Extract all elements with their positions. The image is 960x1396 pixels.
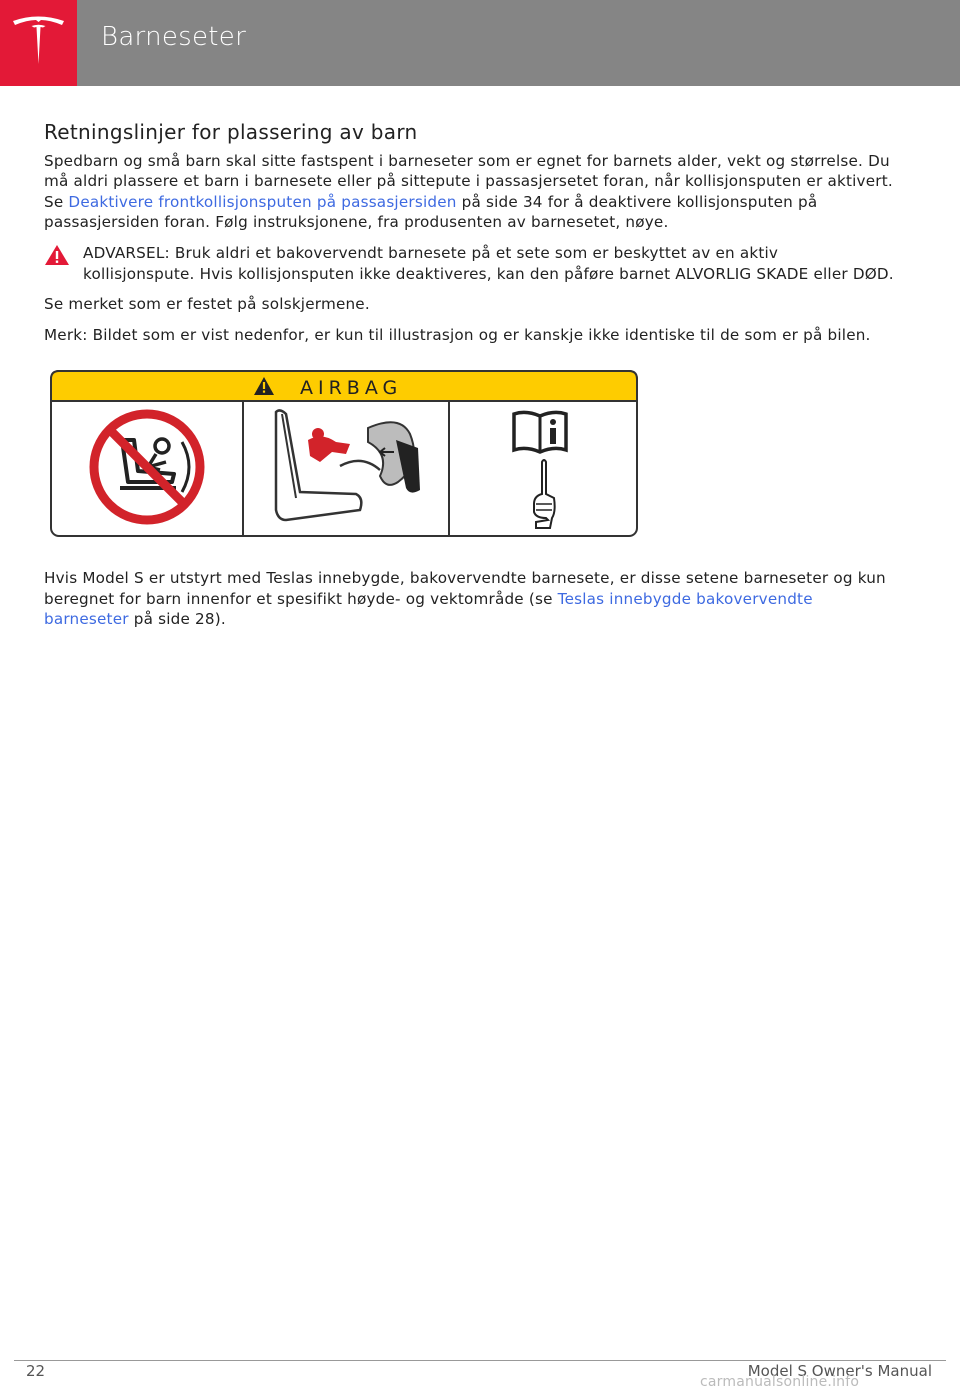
page-number: 22 (26, 1362, 46, 1380)
no-rear-facing-seat-icon (94, 414, 200, 520)
manual-title: Model S Owner's Manual (747, 1362, 932, 1380)
airbag-warning-label (50, 370, 640, 538)
page-header (0, 0, 960, 86)
intro-paragraph (44, 151, 894, 233)
section-heading: Retningslinjer for plassering av barn (44, 120, 418, 144)
warning-box (44, 243, 894, 284)
tesla-logo (0, 0, 77, 86)
footer-divider (14, 1360, 946, 1361)
integrated-text-end: på side 28). (128, 610, 226, 629)
tesla-logo-icon (10, 14, 67, 70)
link-disable-passenger-airbag[interactable]: Deaktivere frontkollisjonsputen på passasjersiden (68, 192, 457, 211)
integrated-seat-paragraph (44, 568, 894, 630)
main-content (44, 122, 894, 640)
watermark-text: carmanualsonline.info (700, 1374, 860, 1390)
airbag-banner-text: AIRBAG (300, 377, 403, 400)
sunvisor-paragraph: Se merket som er festet på solskjermene. (44, 295, 370, 314)
integrated-text-start: Hvis Model S er utstyrt med Teslas innebygde, bakovervendte barnesete, er disse setene barneseter og kun beregnet for barn innenfor et spesifikt høyde- og vektområde (se (44, 568, 886, 608)
warning-text: ADVARSEL: Bruk aldri et bakovervendt barnesete på et sete som er beskyttet av en aktiv kollisjonspute. Hvis kollisjonsputen ikke deaktiveres, kan den påføre barnet ALVORLIG SKADE eller DØD. (83, 243, 894, 283)
note-paragraph: Merk: Bildet som er vist nedenfor, er kun til illustrasjon og er kanskje ikke identiske til de som er på bilen. (44, 325, 871, 344)
link-integrated-rear-facing-seats[interactable]: Teslas innebygde bakovervendte barneseter (44, 589, 813, 629)
page-title: Barneseter (101, 22, 247, 52)
warning-triangle-icon (44, 244, 70, 266)
intro-text-start: Spedbarn og små barn skal sitte fastspent i barneseter som er egnet for barnets alder, vekt og størrelse. Du må aldri plassere et barn i barnesete eller på sittepute i passasjersetet foran, når kollisjonsputen er aktivert. Se (44, 151, 893, 211)
intro-text-end: på side 34 for å deaktivere kollisjonsputen på passasjersiden foran. Følg instruksjonene, fra produsenten av barnesetet, nøye. (44, 192, 818, 232)
